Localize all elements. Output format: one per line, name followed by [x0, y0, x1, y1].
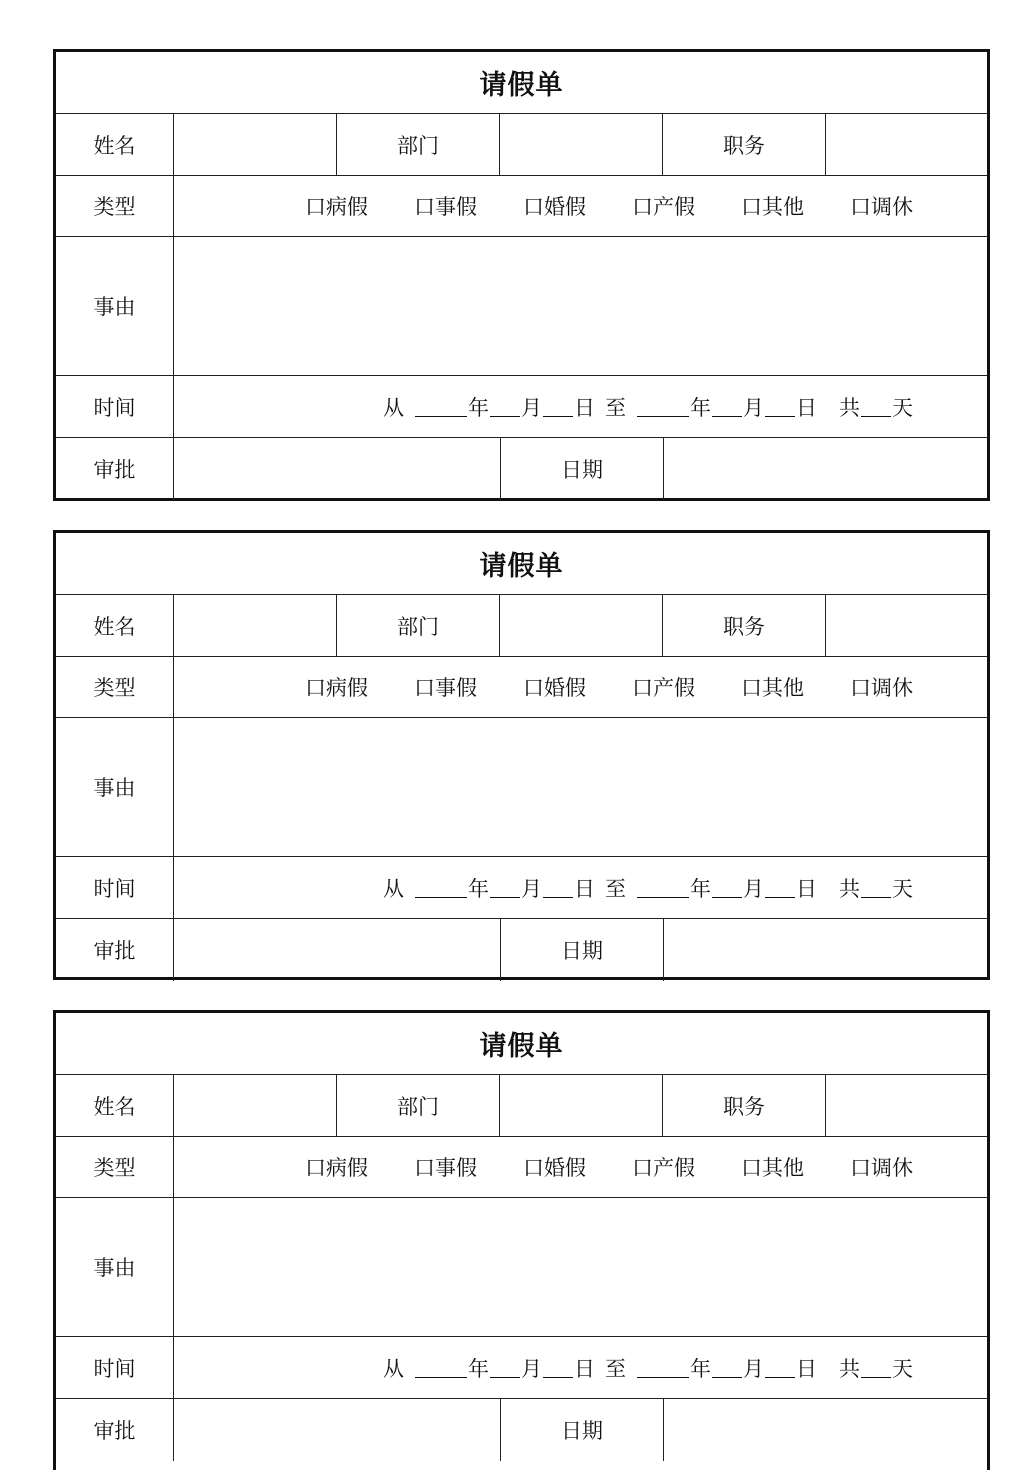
leave-type-maternity-checkbox[interactable]: 口产假 [632, 1156, 695, 1180]
department-field[interactable] [499, 1075, 662, 1136]
start-year-blank[interactable] [415, 415, 467, 417]
approval-label: 审批 [93, 458, 136, 482]
department-field[interactable] [499, 114, 662, 175]
end-month-blank[interactable] [712, 415, 742, 417]
time-from-word: 从 [383, 876, 404, 901]
month-word: 月 [521, 1356, 542, 1381]
day-word: 日 [796, 395, 817, 420]
position-field[interactable] [825, 1075, 987, 1136]
department-label: 部门 [336, 595, 499, 656]
year-word: 年 [468, 1356, 489, 1381]
reason-row [56, 717, 987, 856]
form-title: 请假单 [479, 551, 564, 582]
reason-label: 事由 [93, 1256, 136, 1280]
leave-type-maternity-checkbox[interactable]: 口产假 [632, 195, 695, 219]
year-word: 年 [690, 876, 711, 901]
leave-type-personal-checkbox[interactable]: 口事假 [414, 676, 477, 700]
name-row [56, 113, 987, 175]
year-word: 年 [690, 395, 711, 420]
leave-type-personal-checkbox[interactable]: 口事假 [414, 195, 477, 219]
year-word: 年 [468, 395, 489, 420]
leave-type-marriage-checkbox[interactable]: 口婚假 [523, 676, 586, 700]
approval-field[interactable] [173, 1399, 500, 1461]
month-word: 月 [743, 395, 764, 420]
end-month-blank[interactable] [712, 896, 742, 898]
time-row [56, 375, 987, 437]
time-to-word: 至 [605, 1356, 626, 1381]
time-label: 时间 [93, 1356, 136, 1381]
days-word: 天 [892, 876, 913, 901]
reason-label: 事由 [93, 776, 136, 800]
days-word: 天 [892, 395, 913, 420]
date-field[interactable] [663, 919, 987, 981]
total-word: 共 [839, 395, 860, 420]
year-word: 年 [690, 1356, 711, 1381]
type-row [56, 656, 987, 717]
end-day-blank[interactable] [765, 415, 795, 417]
reason-label: 事由 [93, 295, 136, 319]
start-day-blank[interactable] [543, 1376, 573, 1378]
name-field[interactable] [173, 595, 336, 656]
time-row [56, 1336, 987, 1398]
end-year-blank[interactable] [637, 896, 689, 898]
position-label: 职务 [662, 114, 825, 175]
time-label: 时间 [93, 395, 136, 420]
total-days-blank[interactable] [861, 896, 891, 898]
type-label: 类型 [93, 195, 136, 219]
approval-row [56, 918, 987, 981]
time-to-word: 至 [605, 876, 626, 901]
type-row [56, 175, 987, 236]
type-row [56, 1136, 987, 1197]
total-days-blank[interactable] [861, 1376, 891, 1378]
date-field[interactable] [663, 438, 987, 500]
leave-form [53, 1010, 990, 1470]
reason-row [56, 1197, 987, 1336]
approval-row [56, 1398, 987, 1461]
date-label: 日期 [500, 438, 663, 500]
department-label: 部门 [336, 1075, 499, 1136]
time-range [173, 1337, 987, 1398]
start-day-blank[interactable] [543, 896, 573, 898]
name-field[interactable] [173, 114, 336, 175]
total-word: 共 [839, 876, 860, 901]
leave-type-options [173, 176, 987, 236]
name-row [56, 594, 987, 656]
month-word: 月 [521, 395, 542, 420]
time-to-word: 至 [605, 395, 626, 420]
name-row [56, 1074, 987, 1136]
time-from-word: 从 [383, 1356, 404, 1381]
leave-form [53, 49, 990, 501]
start-month-blank[interactable] [490, 1376, 520, 1378]
date-field[interactable] [663, 1399, 987, 1461]
name-label: 姓名 [93, 614, 136, 639]
date-label: 日期 [500, 1399, 663, 1461]
position-label: 职务 [662, 1075, 825, 1136]
approval-row [56, 437, 987, 500]
time-label: 时间 [93, 876, 136, 901]
total-days-blank[interactable] [861, 415, 891, 417]
end-year-blank[interactable] [637, 415, 689, 417]
name-label: 姓名 [93, 1094, 136, 1119]
end-year-blank[interactable] [637, 1376, 689, 1378]
leave-type-sick-checkbox[interactable]: 口病假 [305, 1156, 368, 1180]
month-word: 月 [743, 1356, 764, 1381]
end-day-blank[interactable] [765, 896, 795, 898]
name-field[interactable] [173, 1075, 336, 1136]
department-label: 部门 [336, 114, 499, 175]
month-word: 月 [743, 876, 764, 901]
leave-type-marriage-checkbox[interactable]: 口婚假 [523, 1156, 586, 1180]
leave-type-options [173, 1137, 987, 1197]
leave-type-marriage-checkbox[interactable]: 口婚假 [523, 195, 586, 219]
leave-type-other-checkbox[interactable]: 口其他 [741, 1156, 804, 1180]
total-word: 共 [839, 1356, 860, 1381]
position-field[interactable] [825, 595, 987, 656]
leave-type-sick-checkbox[interactable]: 口病假 [305, 195, 368, 219]
leave-type-sick-checkbox[interactable]: 口病假 [305, 676, 368, 700]
days-word: 天 [892, 1356, 913, 1381]
time-range [173, 376, 987, 437]
start-month-blank[interactable] [490, 896, 520, 898]
type-label: 类型 [93, 676, 136, 700]
leave-type-other-checkbox[interactable]: 口其他 [741, 195, 804, 219]
year-word: 年 [468, 876, 489, 901]
leave-type-compensatory-checkbox[interactable]: 口调休 [850, 1156, 913, 1180]
department-field[interactable] [499, 595, 662, 656]
leave-type-personal-checkbox[interactable]: 口事假 [414, 1156, 477, 1180]
position-field[interactable] [825, 114, 987, 175]
reason-row [56, 236, 987, 375]
month-word: 月 [521, 876, 542, 901]
start-year-blank[interactable] [415, 1376, 467, 1378]
leave-type-compensatory-checkbox[interactable]: 口调休 [850, 195, 913, 219]
form-title: 请假单 [479, 70, 564, 101]
position-label: 职务 [662, 595, 825, 656]
time-from-word: 从 [383, 395, 404, 420]
end-day-blank[interactable] [765, 1376, 795, 1378]
approval-field[interactable] [173, 919, 500, 981]
leave-type-options [173, 657, 987, 717]
leave-type-compensatory-checkbox[interactable]: 口调休 [850, 676, 913, 700]
reason-field[interactable] [173, 1198, 987, 1336]
day-word: 日 [574, 876, 595, 901]
reason-field[interactable] [173, 237, 987, 375]
start-year-blank[interactable] [415, 896, 467, 898]
approval-label: 审批 [93, 939, 136, 963]
start-day-blank[interactable] [543, 415, 573, 417]
type-label: 类型 [93, 1156, 136, 1180]
reason-field[interactable] [173, 718, 987, 856]
day-word: 日 [574, 395, 595, 420]
day-word: 日 [796, 1356, 817, 1381]
start-month-blank[interactable] [490, 415, 520, 417]
approval-label: 审批 [93, 1419, 136, 1443]
leave-type-maternity-checkbox[interactable]: 口产假 [632, 676, 695, 700]
leave-type-other-checkbox[interactable]: 口其他 [741, 676, 804, 700]
end-month-blank[interactable] [712, 1376, 742, 1378]
date-label: 日期 [500, 919, 663, 981]
day-word: 日 [796, 876, 817, 901]
day-word: 日 [574, 1356, 595, 1381]
time-range [173, 857, 987, 918]
approval-field[interactable] [173, 438, 500, 500]
form-title: 请假单 [479, 1031, 564, 1062]
name-label: 姓名 [93, 133, 136, 158]
leave-form [53, 530, 990, 980]
time-row [56, 856, 987, 918]
